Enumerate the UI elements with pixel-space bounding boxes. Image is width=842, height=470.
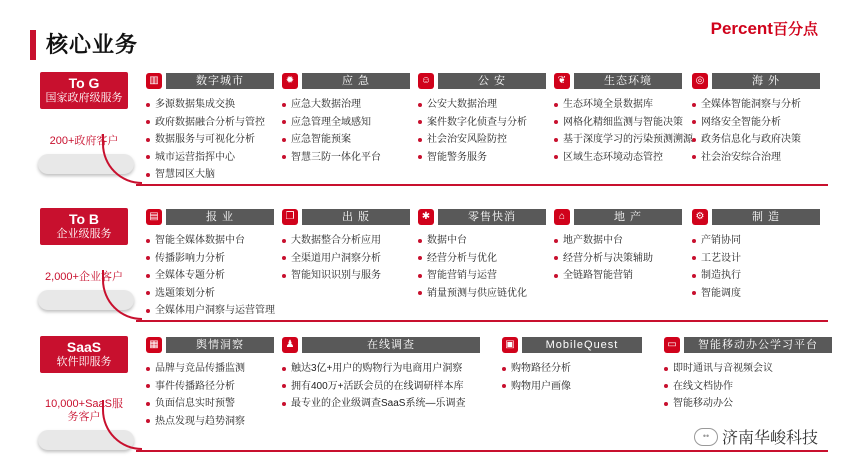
category-label: 应 急 <box>302 73 410 89</box>
list-item: 智能移动办公 <box>664 395 836 413</box>
service-tag-title: To G <box>68 75 100 91</box>
list-item: 基于深度学习的污染预测溯源 <box>554 131 686 149</box>
category-column <box>282 336 484 413</box>
category-column <box>554 72 693 166</box>
category-label: 制 造 <box>712 209 820 225</box>
category-item-list <box>146 232 278 320</box>
category-item-list <box>146 96 278 184</box>
list-item: 政府数据融合分析与管控 <box>146 114 278 132</box>
category-header <box>146 208 278 226</box>
category-header <box>282 208 414 226</box>
list-item: 应急智能预案 <box>282 131 414 149</box>
list-item: 购物路径分析 <box>502 360 646 378</box>
watermark-text: 济南华峻科技 <box>721 430 818 447</box>
brand-logo <box>711 18 818 39</box>
service-tag-title: SaaS <box>66 339 102 355</box>
category-column <box>502 336 646 395</box>
section-divider-line <box>136 184 828 186</box>
category-header <box>554 208 686 226</box>
survey-icon: ♟ <box>282 337 298 353</box>
page-title: 核心业务 <box>46 32 139 57</box>
category-label: MobileQuest <box>522 337 642 353</box>
list-item: 事件传播路径分析 <box>146 378 278 396</box>
customer-count: 200+政府客户 <box>49 135 119 147</box>
list-item: 智能知识识别与服务 <box>282 267 414 285</box>
brand-name-cn: 百分点 <box>772 21 818 38</box>
gear-icon: ✱ <box>418 209 434 225</box>
list-item: 产销协同 <box>692 232 824 250</box>
category-item-list <box>282 96 414 166</box>
list-item: 在线文档协作 <box>664 378 836 396</box>
title-accent-bar <box>30 30 36 60</box>
list-item: 大数据整合分析应用 <box>282 232 414 250</box>
list-item: 制造执行 <box>692 267 824 285</box>
category-header <box>146 336 278 354</box>
list-item: 全媒体专题分析 <box>146 267 278 285</box>
list-item: 公安大数据治理 <box>418 96 550 114</box>
list-item: 网络安全智能分析 <box>692 114 824 132</box>
list-item: 智能营销与运营 <box>418 267 550 285</box>
category-label: 智能移动办公学习平台 <box>684 337 832 353</box>
customer-count: 10,000+SaaS服务客户 <box>45 398 123 423</box>
category-item-list <box>282 232 414 285</box>
category-header <box>418 208 550 226</box>
category-column <box>692 72 824 166</box>
list-item: 应急大数据治理 <box>282 96 414 114</box>
category-item-list <box>502 360 646 395</box>
service-tag-subtitle: 软件即服务 <box>56 356 112 368</box>
service-tag <box>40 72 128 109</box>
office-icon: ▭ <box>664 337 680 353</box>
service-tag-title: To B <box>68 211 100 227</box>
category-label: 出 版 <box>302 209 410 225</box>
customer-count: 2,000+企业客户 <box>45 271 123 283</box>
list-item: 生态环境全景数据库 <box>554 96 686 114</box>
list-item: 购物用户画像 <box>502 378 646 396</box>
list-item: 地产数据中台 <box>554 232 686 250</box>
connector-curve <box>102 270 142 320</box>
list-item: 社会治安综合治理 <box>692 149 824 167</box>
list-item: 应急管理全域感知 <box>282 114 414 132</box>
category-column <box>146 336 278 430</box>
category-column <box>692 208 824 302</box>
list-item: 拥有400万+活跃会员的在线调研样本库 <box>282 378 484 396</box>
category-item-list <box>554 232 686 285</box>
category-label: 海 外 <box>712 73 820 89</box>
list-item: 传播影响力分析 <box>146 250 278 268</box>
list-item: 数据中台 <box>418 232 550 250</box>
category-label: 地 产 <box>574 209 682 225</box>
category-column <box>664 336 836 413</box>
list-item: 经营分析与决策辅助 <box>554 250 686 268</box>
category-column <box>146 72 278 184</box>
section-divider-line <box>136 320 828 322</box>
category-label: 零售快消 <box>438 209 546 225</box>
brand-name-en: Percent <box>710 19 773 38</box>
category-item-list <box>692 96 824 166</box>
section-to-g <box>28 72 828 190</box>
list-item: 工艺设计 <box>692 250 824 268</box>
list-item: 网格化精细监测与智能决策 <box>554 114 686 132</box>
section-to-b <box>28 208 828 326</box>
wechat-watermark <box>694 425 818 448</box>
list-item: 触达3亿+用户的购物行为电商用户洞察 <box>282 360 484 378</box>
newspaper-icon: ▤ <box>146 209 162 225</box>
list-item: 热点发现与趋势洞察 <box>146 413 278 431</box>
category-header <box>282 336 484 354</box>
category-label: 生态环境 <box>574 73 682 89</box>
list-item: 全媒体智能洞察与分析 <box>692 96 824 114</box>
category-item-list <box>692 232 824 302</box>
list-item: 智慧三防一体化平台 <box>282 149 414 167</box>
category-label: 舆情洞察 <box>166 337 274 353</box>
service-tag-subtitle: 企业级服务 <box>56 228 112 240</box>
service-tag <box>40 336 128 373</box>
section-divider-line <box>136 450 828 452</box>
list-item: 即时通讯与音视频会议 <box>664 360 836 378</box>
category-header <box>502 336 646 354</box>
list-item: 品牌与竞品传播监测 <box>146 360 278 378</box>
category-item-list <box>146 360 278 430</box>
list-item: 多源数据集成交换 <box>146 96 278 114</box>
list-item: 最专业的企业级调查SaaS系统—乐调查 <box>282 395 484 413</box>
list-item: 智能调度 <box>692 285 824 303</box>
category-item-list <box>418 96 550 166</box>
list-item: 城市运营指挥中心 <box>146 149 278 167</box>
list-item: 政务信息化与政府决策 <box>692 131 824 149</box>
list-item: 数据服务与可视化分析 <box>146 131 278 149</box>
category-header <box>554 72 686 90</box>
list-item: 经营分析与优化 <box>418 250 550 268</box>
category-label: 报 业 <box>166 209 274 225</box>
globe-icon: ◎ <box>692 73 708 89</box>
book-icon: ❐ <box>282 209 298 225</box>
category-column <box>418 208 550 302</box>
category-column <box>146 208 278 320</box>
list-item: 全渠道用户洞察分析 <box>282 250 414 268</box>
category-header <box>664 336 836 354</box>
category-header <box>146 72 278 90</box>
building-icon: ▥ <box>146 73 162 89</box>
leaf-icon: ❦ <box>554 73 570 89</box>
list-item: 智能警务服务 <box>418 149 550 167</box>
list-item: 全媒体用户洞察与运营管理 <box>146 302 278 320</box>
list-item: 销量预测与供应链优化 <box>418 285 550 303</box>
chart-icon: ▦ <box>146 337 162 353</box>
service-tag <box>40 208 128 245</box>
category-item-list <box>418 232 550 302</box>
list-item: 全链路智能营销 <box>554 267 686 285</box>
factory-icon: ⚙ <box>692 209 708 225</box>
category-column <box>418 72 550 166</box>
list-item: 智能全媒体数据中台 <box>146 232 278 250</box>
list-item: 社会治安风险防控 <box>418 131 550 149</box>
house-icon: ⌂ <box>554 209 570 225</box>
mobile-icon: ▣ <box>502 337 518 353</box>
list-item: 区域生态环境动态管控 <box>554 149 686 167</box>
category-label: 在线调查 <box>302 337 480 353</box>
category-column <box>282 72 414 166</box>
category-header <box>282 72 414 90</box>
category-column <box>554 208 686 285</box>
police-icon: ☺ <box>418 73 434 89</box>
category-header <box>418 72 550 90</box>
list-item: 案件数字化侦查与分析 <box>418 114 550 132</box>
category-item-list <box>554 96 693 166</box>
category-header <box>692 72 824 90</box>
category-column <box>282 208 414 285</box>
category-item-list <box>664 360 836 413</box>
emergency-icon: ✹ <box>282 73 298 89</box>
category-label: 公 安 <box>438 73 546 89</box>
list-item: 选题策划分析 <box>146 285 278 303</box>
category-label: 数字城市 <box>166 73 274 89</box>
service-tag-subtitle: 国家政府级服务 <box>45 92 123 104</box>
wechat-icon: •• <box>694 428 718 446</box>
category-header <box>692 208 824 226</box>
list-item: 智慧园区大脑 <box>146 166 278 184</box>
connector-curve <box>102 134 142 184</box>
list-item: 负面信息实时预警 <box>146 395 278 413</box>
category-item-list <box>282 360 484 413</box>
